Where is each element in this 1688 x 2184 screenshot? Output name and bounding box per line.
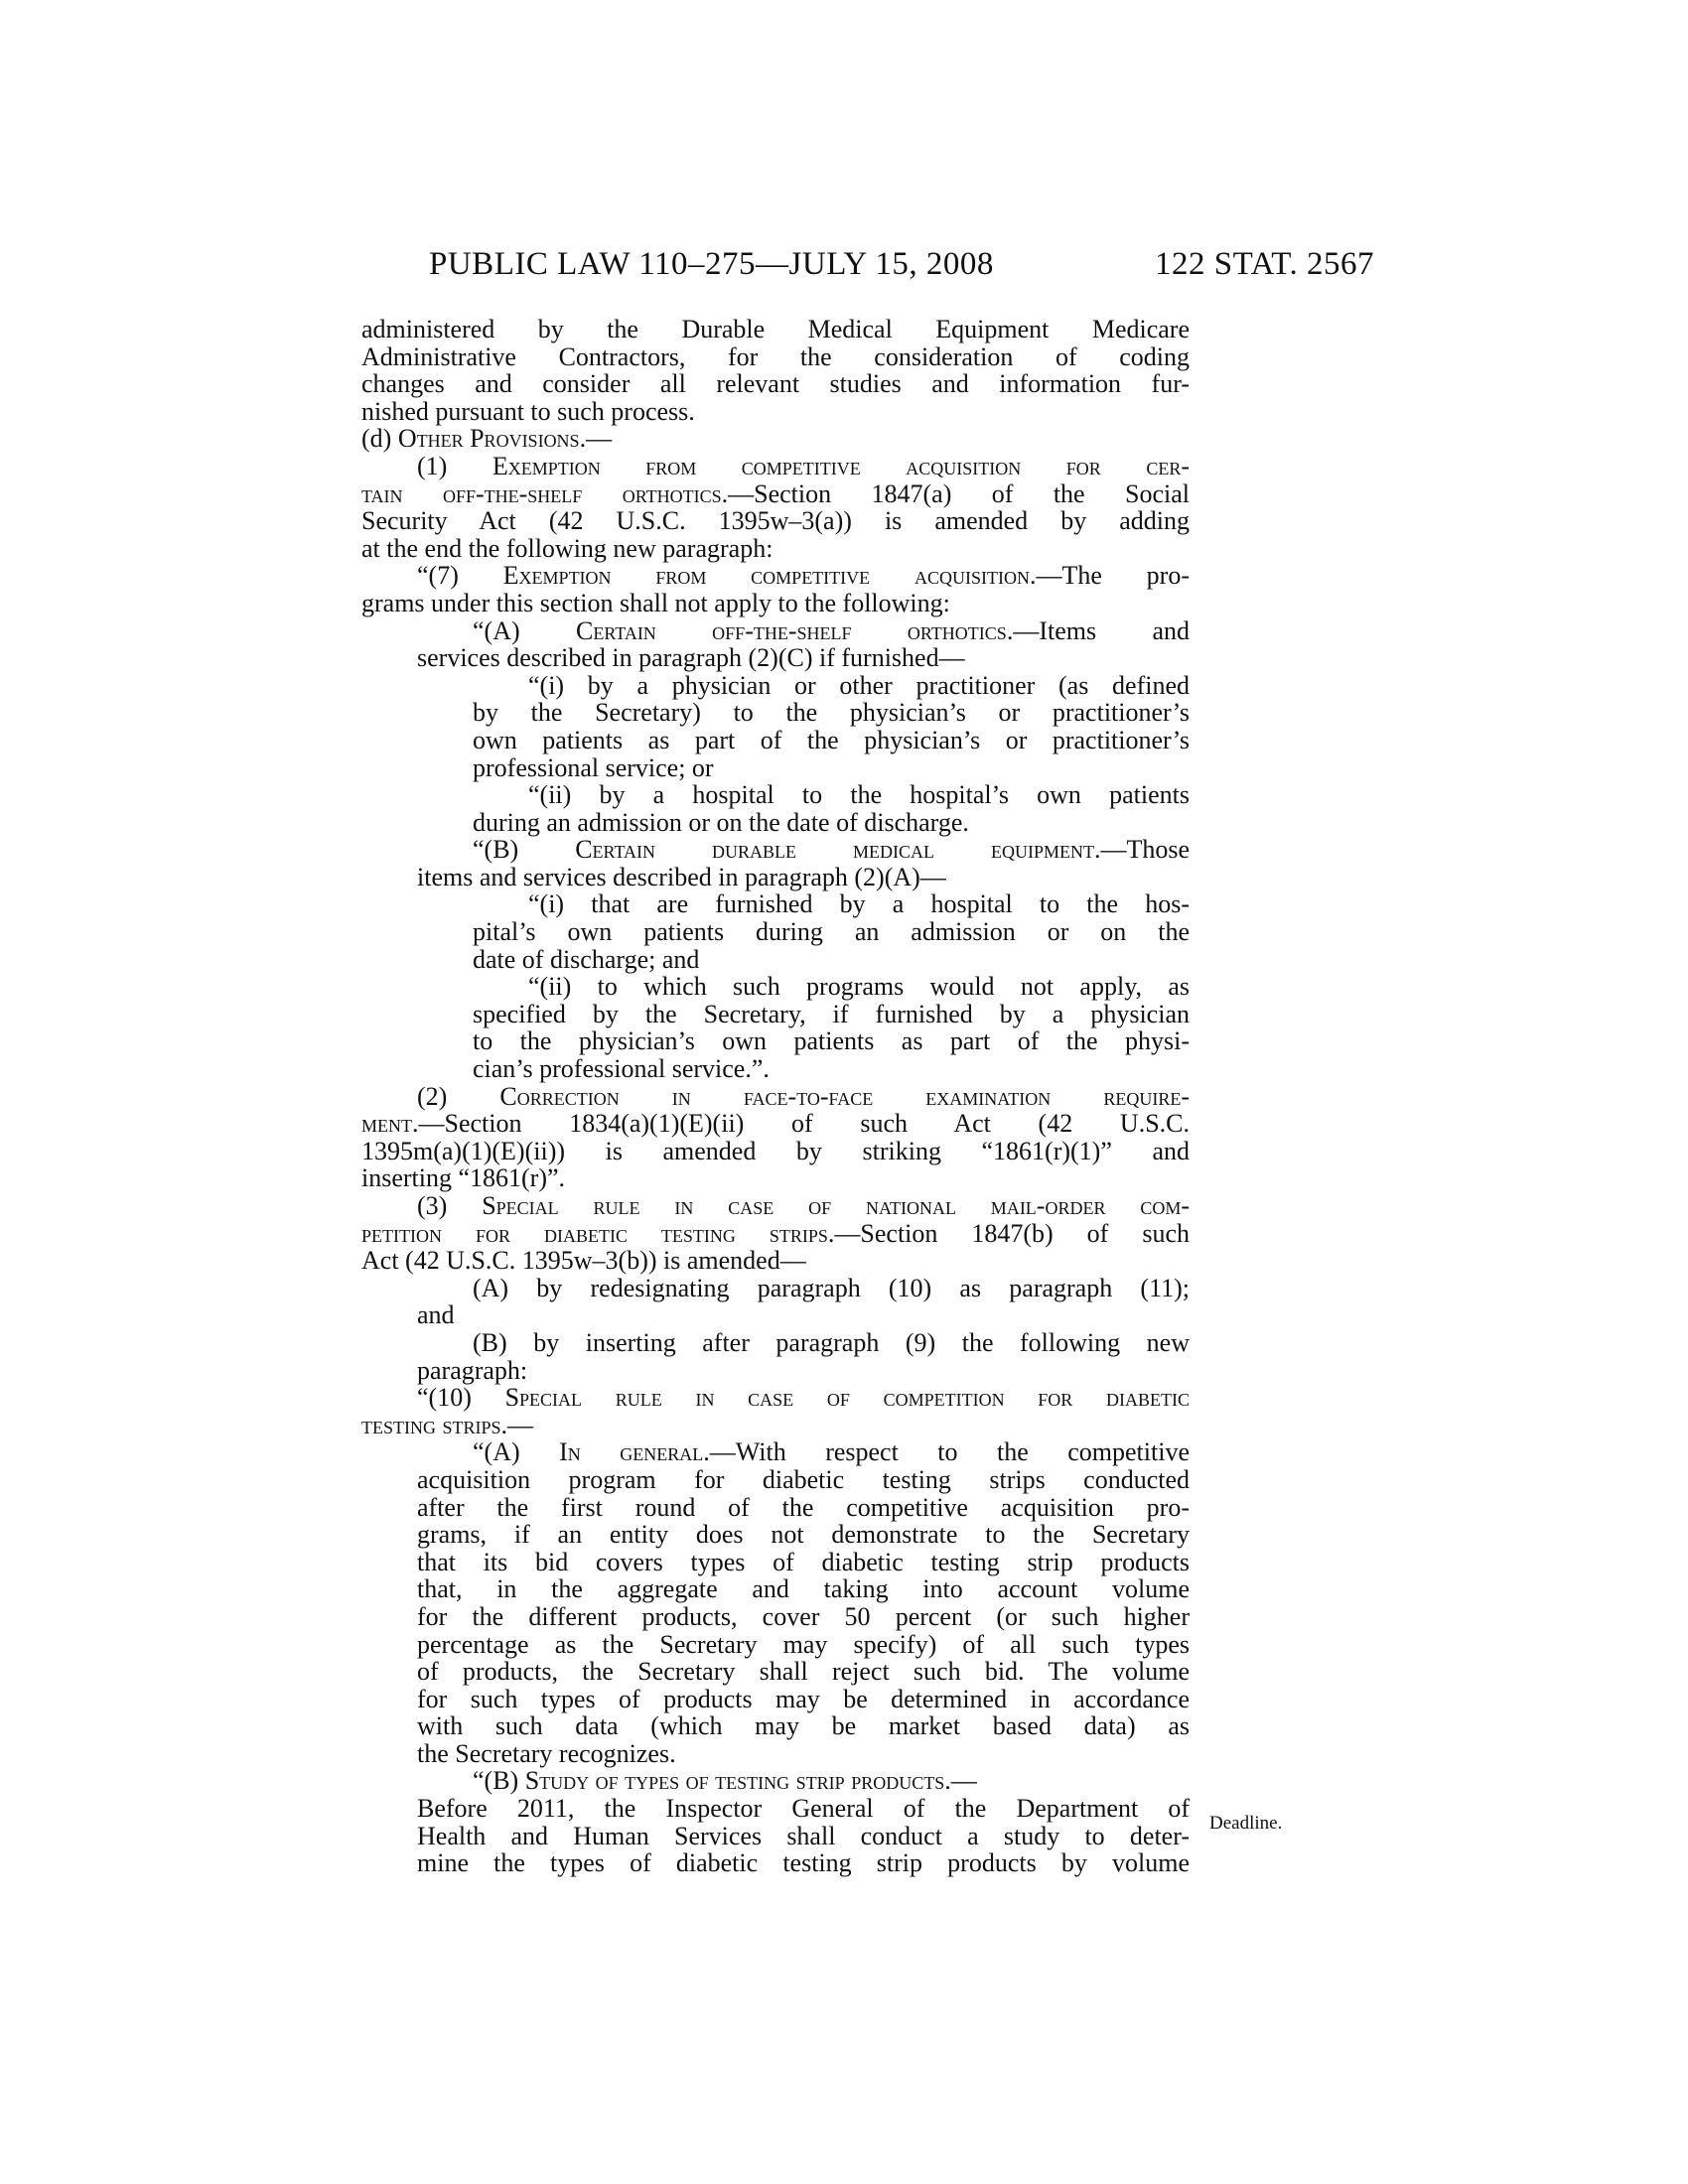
text-line <box>361 864 1190 891</box>
text-line <box>361 1301 1190 1329</box>
line-text: mine the types of diabetic testing strip products by volume <box>417 1848 1190 1878</box>
text-line <box>361 1055 1190 1083</box>
text-line <box>361 1164 1190 1192</box>
heading-text: Correction in face-to-face examination require- <box>499 1081 1190 1111</box>
text-line <box>361 1466 1190 1494</box>
line-text: that, in the aggregate and taking into account volume <box>417 1574 1190 1604</box>
text-line <box>361 1740 1190 1768</box>
text-line <box>361 836 1190 864</box>
line-text: Security Act (42 U.S.C. 1395w–3(a)) is amended by adding <box>361 506 1190 536</box>
line-text: specified by the Secretary, if furnished by a physician <box>473 999 1190 1028</box>
text-line <box>361 1631 1190 1659</box>
heading-text: testing strips <box>361 1410 501 1439</box>
text-line <box>361 343 1190 371</box>
line-text: acquisition program for diabetic testing strips conducted <box>417 1464 1190 1494</box>
text-line <box>361 1110 1190 1138</box>
line-text: “(ii) by a hospital to the hospital’s own patients <box>528 780 1190 810</box>
line-text: Administrative Contractors, for the consideration of coding <box>361 341 1190 371</box>
line-text: percentage as the Secretary may specify) of all such types <box>417 1629 1190 1659</box>
line-text: .— <box>579 424 613 454</box>
text-line <box>361 781 1190 809</box>
line-text: .—Section 1834(a)(1)(E)(ii) of such Act (42 U.S.C. <box>412 1109 1190 1139</box>
line-text: .—Section 1847(b) of such <box>827 1218 1190 1248</box>
line-text: items and services described in paragraph (2)(A)— <box>417 862 946 891</box>
text-line <box>361 1686 1190 1713</box>
line-text: (d) <box>361 424 398 454</box>
text-line <box>361 754 1190 782</box>
text-line <box>361 1275 1190 1302</box>
text-line <box>361 672 1190 700</box>
line-text: for such types of products may be determined in accordance <box>417 1684 1190 1713</box>
line-text: pital’s own patients during an admission or on the <box>473 917 1190 947</box>
text-line <box>361 1795 1190 1823</box>
text-line <box>361 370 1190 398</box>
line-text: the Secretary recognizes. <box>417 1738 676 1768</box>
line-text: .— <box>944 1766 977 1796</box>
line-text: inserting “1861(r)”. <box>361 1163 566 1193</box>
heading-text: Certain durable medical equipment <box>575 835 1094 865</box>
line-text: professional service; or <box>473 752 714 782</box>
line-text: (2) <box>417 1081 500 1111</box>
statute-text <box>361 316 1190 1877</box>
text-line <box>361 1357 1190 1385</box>
line-text: .—With respect to the competitive <box>703 1437 1190 1467</box>
line-text: and <box>417 1300 455 1330</box>
line-text: “(i) that are furnished by a hospital to the hos- <box>528 889 1190 919</box>
text-line <box>361 1083 1190 1111</box>
margin-note: Deadline. <box>1209 1813 1283 1834</box>
heading-text: Exemption from competitive acquisition for cer- <box>492 451 1190 480</box>
text-line <box>361 918 1190 946</box>
text-line <box>361 562 1190 590</box>
line-text: “(A) <box>473 1437 560 1467</box>
heading-text: Study of types of testing strip products <box>524 1766 945 1796</box>
text-line <box>361 1549 1190 1576</box>
text-line <box>361 644 1190 672</box>
line-text: paragraph: <box>417 1355 528 1385</box>
text-line <box>361 973 1190 1001</box>
text-line <box>361 1138 1190 1165</box>
heading-text: Exemption from competitive acquisition <box>502 561 1030 591</box>
text-line <box>361 1712 1190 1740</box>
line-text: (A) by redesignating paragraph (10) as paragraph (11); <box>473 1273 1190 1302</box>
line-text: administered by the Durable Medical Equipment Medicare <box>361 315 1190 343</box>
text-line <box>361 1603 1190 1631</box>
text-line <box>361 1494 1190 1522</box>
text-line <box>361 398 1190 426</box>
text-line <box>361 480 1190 508</box>
line-text: grams, if an entity does not demonstrate to the Secretary <box>417 1520 1190 1550</box>
text-line <box>361 1384 1190 1412</box>
heading-text: Other Provisions <box>397 424 580 454</box>
line-text: with such data (which may be market based data) as <box>417 1711 1190 1741</box>
text-line <box>361 1027 1190 1055</box>
text-line <box>361 1247 1190 1275</box>
text-line <box>361 727 1190 754</box>
page-stat-number: 122 STAT. 2567 <box>1154 246 1374 282</box>
line-text: (3) <box>417 1191 483 1220</box>
text-line <box>361 809 1190 837</box>
line-text: .—The pro- <box>1029 561 1190 591</box>
text-line <box>361 1192 1190 1220</box>
heading-text: Special rule in case of competition for diabetic <box>504 1383 1191 1413</box>
line-text: during an admission or on the date of discharge. <box>473 807 969 837</box>
heading-text: ment <box>361 1109 412 1139</box>
line-text: “(A) <box>473 615 576 645</box>
text-line <box>361 316 1190 343</box>
line-text: “(ii) to which such programs would not apply, as <box>528 972 1190 1002</box>
text-line <box>361 453 1190 480</box>
text-line <box>361 1767 1190 1795</box>
running-header: PUBLIC LAW 110–275—JULY 15, 2008 <box>429 246 994 282</box>
text-line <box>361 1001 1190 1028</box>
text-line <box>361 535 1190 563</box>
line-text: cian’s professional service.”. <box>473 1054 770 1084</box>
line-text: (1) <box>417 451 492 480</box>
line-text: Health and Human Services shall conduct a study to deter- <box>417 1821 1190 1850</box>
line-text: date of discharge; and <box>473 944 700 974</box>
line-text: 1395m(a)(1)(E)(ii)) is amended by striking “1861(r)(1)” and <box>361 1136 1190 1165</box>
line-text: “(i) by a physician or other practitioner (as defined <box>528 670 1190 700</box>
text-line <box>361 425 1190 453</box>
text-line <box>361 699 1190 727</box>
line-text: .—Items and <box>1006 615 1190 645</box>
text-line <box>361 1521 1190 1549</box>
line-text: Act (42 U.S.C. 1395w–3(b)) is amended— <box>361 1246 806 1276</box>
line-text: .—Those <box>1093 835 1190 865</box>
text-line <box>361 1575 1190 1603</box>
line-text: services described in paragraph (2)(C) if furnished— <box>417 643 965 673</box>
line-text: after the first round of the competitive acquisition pro- <box>417 1492 1190 1522</box>
text-line <box>361 1658 1190 1686</box>
line-text: .—Section 1847(a) of the Social <box>721 478 1190 508</box>
line-text: nished pursuant to such process. <box>361 396 695 426</box>
line-text: Before 2011, the Inspector General of the Department of <box>417 1794 1190 1824</box>
text-line <box>361 507 1190 535</box>
line-text: changes and consider all relevant studies and information fur- <box>361 369 1190 399</box>
line-text: that its bid covers types of diabetic testing strip products <box>417 1547 1190 1576</box>
line-text: “(B) <box>473 835 576 865</box>
text-line <box>361 1329 1190 1357</box>
line-text: own patients as part of the physician’s or practitioner’s <box>473 725 1190 754</box>
heading-text: tain off-the-shelf orthotics <box>361 478 722 508</box>
line-text: by the Secretary) to the physician’s or practitioner’s <box>473 698 1190 728</box>
line-text: “(B) <box>473 1766 525 1796</box>
text-line <box>361 617 1190 645</box>
line-text: for the different products, cover 50 percent (or such higher <box>417 1601 1190 1631</box>
heading-text: Certain off-the-shelf orthotics <box>576 615 1007 645</box>
text-line <box>361 590 1190 617</box>
text-line <box>361 1823 1190 1850</box>
line-text: to the physician’s own patients as part of the physi- <box>473 1026 1190 1056</box>
line-text: .— <box>500 1410 534 1439</box>
text-line <box>361 1220 1190 1248</box>
text-line <box>361 890 1190 918</box>
line-text: “(7) <box>417 561 503 591</box>
heading-text: petition for diabetic testing strips <box>361 1218 828 1248</box>
text-line <box>361 1438 1190 1466</box>
line-text: of products, the Secretary shall reject such bid. The volume <box>417 1657 1190 1687</box>
heading-text: In general <box>559 1437 704 1467</box>
text-line <box>361 1412 1190 1439</box>
text-line <box>361 946 1190 974</box>
line-text: (B) by inserting after paragraph (9) the following new <box>473 1327 1190 1357</box>
line-text: “(10) <box>417 1383 505 1413</box>
line-text: grams under this section shall not apply to the following: <box>361 588 950 617</box>
text-line <box>361 1849 1190 1877</box>
heading-text: Special rule in case of national mail-order com- <box>482 1191 1190 1220</box>
line-text: at the end the following new paragraph: <box>361 533 774 563</box>
